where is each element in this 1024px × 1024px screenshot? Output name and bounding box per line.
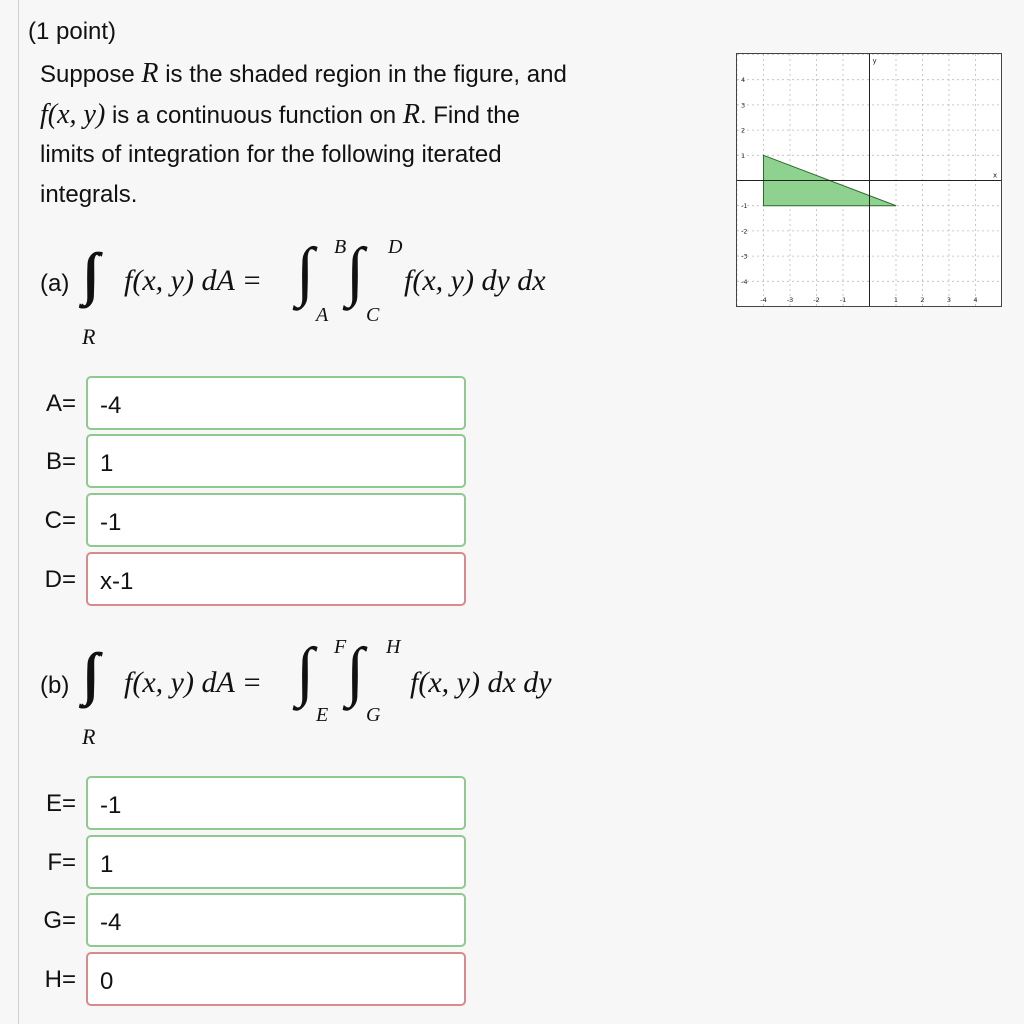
outer-integral-sign: ∫ <box>296 235 315 308</box>
answer-input-h[interactable]: 0 <box>86 952 466 1006</box>
y-tick-label: 3 <box>741 101 746 110</box>
answer-input-c[interactable]: -1 <box>86 493 466 547</box>
x-tick-label: -1 <box>839 296 847 304</box>
x-tick-label: -3 <box>786 296 794 304</box>
y-tick-label: 2 <box>741 126 746 135</box>
x-tick-label: -2 <box>813 296 820 304</box>
inner-integral-sign: ∫ <box>346 635 365 708</box>
y-tick-label: 4 <box>741 76 746 85</box>
x-tick-label: -4 <box>760 296 767 304</box>
answer-input-b[interactable]: 1 <box>86 434 466 488</box>
y-axis-label: y <box>872 57 877 65</box>
question-text: Suppose R is the shaded region in the figure, and f(x, y) is a continuous function on R. Find the limits of integration for the following iterated integrals. <box>40 58 567 208</box>
answer-input-d[interactable]: x-1 <box>86 552 466 606</box>
region-graph <box>736 53 1002 307</box>
x-tick-label: 2 <box>920 296 925 304</box>
graph-svg <box>737 54 1001 306</box>
outer-integral-sign: ∫ <box>296 635 315 708</box>
x-tick-label: 3 <box>946 296 952 304</box>
x-tick-label: 1 <box>893 296 899 304</box>
answer-input-a[interactable]: -4 <box>86 376 466 430</box>
y-tick-label: 1 <box>741 151 746 160</box>
answer-input-g[interactable]: -4 <box>86 893 466 947</box>
answer-input-e[interactable]: -1 <box>86 776 466 830</box>
inner-integral-sign: ∫ <box>346 235 365 308</box>
answer-input-f[interactable]: 1 <box>86 835 466 889</box>
x-axis-label: x <box>993 171 998 180</box>
x-tick-label: 4 <box>973 296 978 304</box>
y-tick-label: -4 <box>741 277 748 286</box>
y-tick-label: -3 <box>741 252 748 261</box>
y-tick-label: -1 <box>741 202 748 211</box>
points-label: (1 point) <box>28 18 117 45</box>
y-tick-label: -2 <box>741 227 748 236</box>
